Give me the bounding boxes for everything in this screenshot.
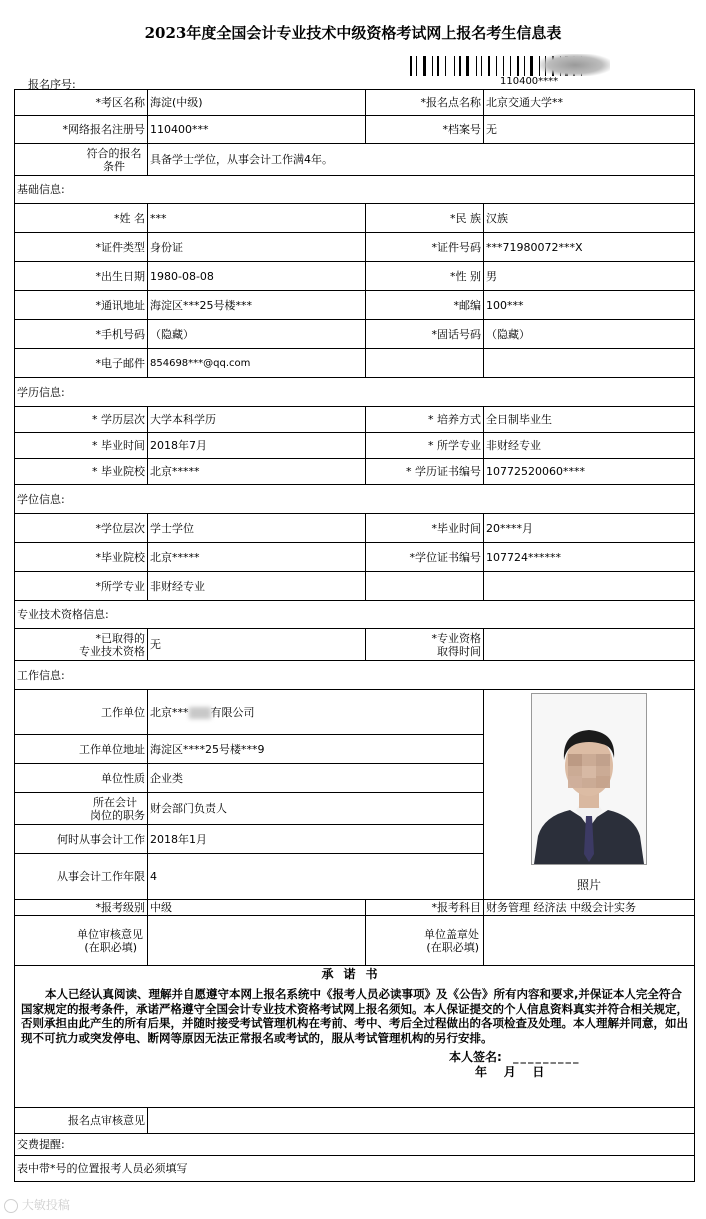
barcode-bar [485,56,487,76]
section-basic: 基础信息: [15,176,695,204]
id-type-label: *证件类型 [15,233,148,262]
person-photo-icon [532,694,646,864]
edu-grad-value: 2018年7月 [148,433,366,459]
photo-caption: 照片 [576,878,601,892]
exam-area-value: 海淀(中级) [148,90,366,116]
work-unit-label: 工作单位 [15,690,148,735]
condition-label [15,144,148,176]
address-label: *通讯地址 [15,291,148,320]
sex-label: *性 别 [366,262,484,291]
edu-major-value: 非财经专业 [484,433,695,459]
zip-value: 100*** [484,291,695,320]
pledge-title: 承诺书 [321,967,388,981]
barcode-bar [488,56,490,76]
qual-time-value [484,629,695,661]
barcode-bar [442,56,444,76]
signature-line: _________ [513,1051,581,1064]
barcode-bar [530,56,533,76]
qual-time-label [366,629,484,661]
id-no-value: ***71980072***X [484,233,695,262]
barcode-bar [456,56,457,76]
barcode-bar [510,56,511,76]
exam-area-label: *考区名称 [15,90,148,116]
unit-seal-label [366,916,484,966]
name-value: *** [148,204,366,233]
phone-label: *固话号码 [366,320,484,349]
watermark-text: 大敏投稿 [21,1198,70,1212]
barcode-bar [432,56,433,76]
phone-value: （隐藏） [484,320,695,349]
since-value: 2018年1月 [148,825,484,854]
barcode-bar [481,56,482,76]
deg-level-value: 学士学位 [148,514,366,543]
post-label-2: 岗位的职务 [90,808,145,822]
signature-date: 年 月 日 [475,1065,545,1079]
deg-major-value: 非财经专业 [148,572,366,601]
post-value: 财会部门负责人 [148,793,484,825]
barcode-bar [478,56,479,76]
site-value: 北京交通大学** [484,90,695,116]
barcode-bar [420,56,422,76]
edu-major-label: * 所学专业 [366,433,484,459]
work-unit-value-b: 有限公司 [210,705,255,719]
reg-no-label: *网络报名注册号 [15,116,148,144]
barcode-bar [492,56,493,76]
deg-time-value: 20****月 [484,514,695,543]
unit-review-label-1: 单位审核意见 [77,927,143,941]
photo-cell [484,690,695,900]
barcode-bar [448,56,451,76]
pledge-section [15,966,695,1108]
barcode-number: 110400**** [500,76,559,87]
unit-review-label-2: (在职必填) [84,940,137,954]
name-label: *姓 名 [15,204,148,233]
address-value: 海淀区***25号楼*** [148,291,366,320]
site-review-label: 报名点审核意见 [15,1108,148,1134]
id-no-label: *证件号码 [366,233,484,262]
barcode-bar [459,56,461,76]
birth-label: *出生日期 [15,262,148,291]
exam-level-value: 中级 [148,900,366,916]
mobile-value: （隐藏） [148,320,366,349]
site-label: *报名点名称 [366,90,484,116]
work-address-value: 海淀区****25号楼***9 [148,735,484,764]
barcode-bar [528,56,529,76]
pledge-body: 本人已经认真阅读、理解并自愿遵守本网上报名系统中《报考人员必读事项》及《公告》所有内容和要求,并保证本人完全符合国家规定的报考条件，承诺严格遵守全国会计专业技术资格考试网上报名须知。本人保证提交的个人信息资料真实并符合相关规定，否则承担由此产生的所有后果，并随时接受考试管理机构在考前、考中、考后全过程做出的各项检查及处理。本人理解并同意，如出现不可抗力或突发停电、断网等原因无法正常报名或考试的，服从考试管理机构的另行安排。 [21,987,688,1045]
section-qualification: 专业技术资格信息: [15,601,695,629]
unit-review-label [15,916,148,966]
barcode-bar [423,56,426,76]
fee-reminder: 交费提醒: [15,1134,695,1156]
unit-seal-label-2: (在职必填) [426,940,479,954]
archive-label: *档案号 [366,116,484,144]
exam-subject-label: *报考科目 [366,900,484,916]
info-table [14,89,695,1182]
edu-level-value: 大学本科学历 [148,407,366,433]
sex-value: 男 [484,262,695,291]
deg-time-label: *毕业时间 [366,514,484,543]
post-label [15,793,148,825]
deg-school-value: 北京***** [148,543,366,572]
barcode-bar [517,56,519,76]
edu-grad-label: * 毕业时间 [15,433,148,459]
watermark-logo-icon [4,1199,18,1213]
barcode-bar [445,56,446,76]
edu-school-label: * 毕业院校 [15,459,148,485]
years-value: 4 [148,854,484,900]
barcode-bar [466,56,469,76]
signature-area [17,1045,692,1091]
work-address-label: 工作单位地址 [15,735,148,764]
edu-mode-label: * 培养方式 [366,407,484,433]
unit-seal-label-1: 单位盖章处 [424,927,479,941]
deg-major-label: *所学专业 [15,572,148,601]
required-note: 表中带*号的位置报考人员必须填写 [15,1156,695,1182]
post-label-1: 所在会计 [93,795,137,809]
signature-label: 本人签名: [449,1050,502,1064]
qual-obtained-label-1: *已取得的 [95,631,145,645]
nation-label: *民 族 [366,204,484,233]
barcode-bar [503,56,504,76]
applicant-photo [531,693,647,865]
email-value: 854698***@qq.com [148,349,366,378]
empty-cell [484,349,695,378]
watermark [4,1196,70,1213]
barcode-redaction [540,54,610,76]
site-review-value [148,1108,695,1134]
empty-cell [484,572,695,601]
empty-cell [366,349,484,378]
barcode-bar [476,56,477,76]
mobile-label: *手机号码 [15,320,148,349]
qual-obtained-label [15,629,148,661]
unit-nature-label: 单位性质 [15,764,148,793]
qual-obtained-value: 无 [148,629,366,661]
empty-cell [366,572,484,601]
section-education: 学历信息: [15,378,695,407]
barcode-bar [535,56,536,76]
redaction-blur [189,707,211,719]
barcode-bar [471,56,473,76]
form-title: 2023年度全国会计专业技术中级资格考试网上报名考生信息表 [144,24,562,42]
barcode-bar [428,56,429,76]
barcode-bar [413,56,414,76]
deg-cert-value: 107724****** [484,543,695,572]
zip-label: *邮编 [366,291,484,320]
barcode-bar [513,56,514,76]
qual-time-label-2: 取得时间 [437,644,481,658]
email-label: *电子邮件 [15,349,148,378]
edu-cert-value: 10772520060**** [484,459,695,485]
unit-seal-value [484,916,695,966]
barcode-bar [464,56,465,76]
qual-time-label-1: *专业资格 [431,631,481,645]
work-unit-value-a: 北京*** [150,705,189,719]
deg-level-label: *学位层次 [15,514,148,543]
since-label: 何时从事会计工作 [15,825,148,854]
barcode-bar [496,56,497,76]
edu-mode-value: 全日制毕业生 [484,407,695,433]
registration-seq-label: 报名序号: [28,78,76,91]
condition-label-text: 符合的报名条件 [86,146,142,173]
edu-school-value: 北京***** [148,459,366,485]
edu-cert-label: * 学历证书编号 [366,459,484,485]
barcode-bar [410,56,412,76]
section-degree: 学位信息: [15,485,695,514]
reg-no-value: 110400*** [148,116,366,144]
barcode-bar [520,56,522,76]
archive-value: 无 [484,116,695,144]
barcode-bar [454,56,455,76]
deg-school-label: *毕业院校 [15,543,148,572]
barcode-bar [498,56,501,76]
birth-value: 1980-08-08 [148,262,366,291]
barcode-bar [434,56,435,76]
nation-value: 汉族 [484,204,695,233]
barcode-bar [507,56,509,76]
exam-subject-value: 财务管理 经济法 中级会计实务 [484,900,695,916]
unit-nature-value: 企业类 [148,764,484,793]
years-label: 从事会计工作年限 [15,854,148,900]
unit-review-value [148,916,366,966]
edu-level-label: * 学历层次 [15,407,148,433]
barcode-bar [416,56,417,76]
deg-cert-label: *学位证书编号 [366,543,484,572]
section-work: 工作信息: [15,661,695,690]
condition-value: 具备学士学位，从事会计工作满4年。 [148,144,695,176]
work-unit-value [148,690,484,735]
barcode-bar [524,56,525,76]
qual-obtained-label-2: 专业技术资格 [79,644,145,658]
exam-level-label: *报考级别 [15,900,148,916]
id-type-value: 身份证 [148,233,366,262]
barcode-bar [437,56,439,76]
